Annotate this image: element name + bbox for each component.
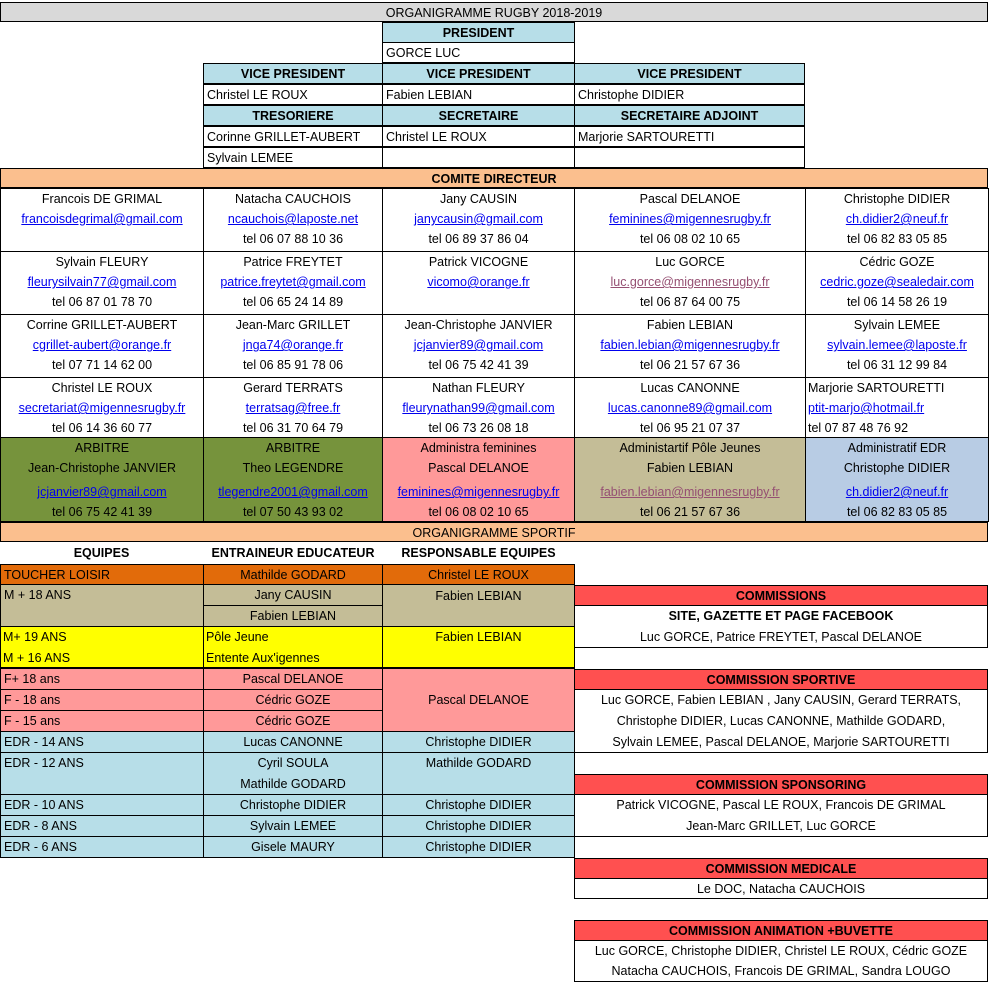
member-name: Fabien LEBIAN (646, 318, 734, 332)
sponsoring-line-1: Patrick VICOGNE, Pascal LE ROUX, Francois DE GRIMAL (616, 798, 946, 812)
animation-header: COMMISSION ANIMATION +BUVETTE (574, 920, 988, 941)
team-f15: F - 15 ans (0, 710, 204, 732)
role-title: ARBITRE (74, 441, 130, 455)
member-name: Marjorie SARTOURETTI (808, 381, 945, 395)
member-phone: tel 06 21 57 67 36 (639, 358, 741, 372)
member-name: Pascal DELANOE (639, 192, 741, 206)
member-phone: tel 06 75 42 41 39 (428, 358, 529, 372)
comite-member-card (574, 251, 806, 315)
member-email-link[interactable]: fleurynathan99@gmail.com (402, 401, 555, 415)
member-name: Jean-Christophe JANVIER (404, 318, 553, 332)
member-name: Patrice FREYTET (243, 255, 343, 269)
member-email-link[interactable]: fabien.lebian@migennesrugby.fr (600, 338, 780, 352)
role-card (805, 437, 989, 522)
empty-cell (574, 147, 805, 168)
coach-f-2: Cédric GOZE (203, 689, 383, 711)
member-phone: tel 06 31 70 64 79 (242, 421, 344, 435)
team-edr8: EDR - 8 ANS (0, 815, 204, 837)
medicale-header: COMMISSION MEDICALE (574, 858, 988, 879)
member-email-link[interactable]: terratsag@free.fr (245, 401, 341, 415)
member-email-link[interactable]: cedric.goze@sealedair.com (820, 275, 974, 289)
coach-m18-1: Jany CAUSIN (203, 584, 383, 606)
member-name: Christophe DIDIER (843, 192, 951, 206)
member-name: Francois DE GRIMAL (41, 192, 163, 206)
member-email-link[interactable]: secretariat@migennesrugby.fr (18, 401, 186, 415)
page-title: ORGANIGRAMME RUGBY 2018-2019 (0, 2, 988, 22)
role-card (574, 437, 806, 522)
commissions-header: COMMISSIONS (574, 585, 988, 606)
comite-member-card (574, 188, 806, 252)
role-phone: tel 06 75 42 41 39 (51, 505, 153, 519)
team-m16: M + 16 ANS (3, 651, 71, 665)
role-name: Fabien LEBIAN (646, 461, 734, 475)
role-card (203, 437, 383, 522)
resp-toucher: Christel LE ROUX (382, 564, 575, 585)
role-name: Jean-Christophe JANVIER (28, 461, 176, 475)
member-name: Cédric GOZE (859, 255, 935, 269)
member-phone: tel 06 89 37 86 04 (428, 232, 529, 246)
site-title: SITE, GAZETTE ET PAGE FACEBOOK (668, 609, 894, 623)
comite-member-card (382, 188, 575, 252)
comite-member-card (805, 188, 989, 252)
resp-edr10: Christophe DIDIER (382, 794, 575, 816)
secretary-name: Christel LE ROUX (382, 126, 575, 147)
member-email-link[interactable]: ch.didier2@neuf.fr (845, 212, 949, 226)
member-email-link[interactable]: jcjanvier89@gmail.com (413, 338, 544, 352)
resp-edr8: Christophe DIDIER (382, 815, 575, 837)
team-edr10: EDR - 10 ANS (0, 794, 204, 816)
col-responsable: RESPONSABLE EQUIPES (401, 546, 556, 560)
role-title: Administratif EDR (847, 441, 947, 455)
role-name: Theo LEGENDRE (242, 461, 344, 475)
member-email-link[interactable]: feminines@migennesrugby.fr (609, 212, 771, 226)
team-edr14: EDR - 14 ANS (0, 731, 204, 753)
member-phone: tel 06 87 01 78 70 (51, 295, 153, 309)
role-phone: tel 06 08 02 10 65 (428, 505, 529, 519)
comite-member-card (203, 314, 383, 378)
role-email-link[interactable]: feminines@migennesrugby.fr (397, 485, 560, 499)
member-phone: tel 06 85 91 78 06 (242, 358, 344, 372)
animation-line-1: Luc GORCE, Christophe DIDIER, Christel LE ROUX, Cédric GOZE (594, 944, 968, 958)
member-email-link[interactable]: ptit-marjo@hotmail.fr (808, 401, 925, 415)
role-card (382, 437, 575, 522)
coach-edr12-1: Cyril SOULA (257, 756, 329, 770)
treasurer-name-1: Corinne GRILLET-AUBERT (203, 126, 383, 147)
coach-m18-2: Fabien LEBIAN (203, 605, 383, 627)
comite-member-card (805, 314, 989, 378)
member-phone: tel 06 73 26 08 18 (428, 421, 529, 435)
resp-f: Pascal DELANOE (382, 668, 575, 732)
coach-m19-2: Entente Aux'igennes (206, 651, 320, 665)
member-name: Luc GORCE (655, 255, 725, 269)
comite-member-card (203, 188, 383, 252)
member-email-link[interactable]: luc.gorce@migennesrugby.fr (610, 275, 770, 289)
role-email-link[interactable]: tlegendre2001@gmail.com (218, 485, 368, 499)
member-email-link[interactable]: vicomo@orange.fr (427, 275, 530, 289)
role-title: Administra feminines (420, 441, 537, 455)
member-phone: tel 06 14 58 26 19 (846, 295, 948, 309)
secretary-adjoint-name: Marjorie SARTOURETTI (574, 126, 805, 147)
resp-edr14: Christophe DIDIER (382, 731, 575, 753)
team-edr6: EDR - 6 ANS (0, 836, 204, 858)
member-email-link[interactable]: fleurysilvain77@gmail.com (27, 275, 177, 289)
sportif-header: ORGANIGRAMME SPORTIF (0, 522, 988, 542)
role-title: Administartif Pôle Jeunes (619, 441, 761, 455)
resp-edr6: Christophe DIDIER (382, 836, 575, 858)
comite-header: COMITE DIRECTEUR (0, 168, 988, 188)
role-phone: tel 06 82 83 05 85 (846, 505, 948, 519)
member-name: Corrine GRILLET-AUBERT (26, 318, 178, 332)
role-email-link[interactable]: ch.didier2@neuf.fr (845, 485, 949, 499)
role-email-link[interactable]: fabien.lebian@migennesrugby.fr (600, 485, 780, 499)
member-phone: tel 07 87 48 76 92 (808, 421, 909, 435)
comite-member-card (0, 251, 204, 315)
member-phone: tel 06 07 88 10 36 (242, 232, 344, 246)
member-name: Jean-Marc GRILLET (235, 318, 351, 332)
comite-member-card (574, 314, 806, 378)
team-edr12: EDR - 12 ANS (0, 752, 204, 795)
member-name: Patrick VICOGNE (428, 255, 529, 269)
resp-edr12: Mathilde GODARD (382, 752, 575, 795)
member-phone: tel 06 82 83 05 85 (846, 232, 948, 246)
member-phone: tel 06 87 64 00 75 (639, 295, 741, 309)
vp-header-2: VICE PRESIDENT (382, 63, 575, 84)
vp-name-1: Christel LE ROUX (203, 84, 383, 105)
coach-edr8: Sylvain LEMEE (203, 815, 383, 837)
sportive-line-1: Luc GORCE, Fabien LEBIAN , Jany CAUSIN, Gerard TERRATS, (600, 693, 962, 707)
member-phone (383, 292, 574, 312)
coach-edr12-2: Mathilde GODARD (240, 777, 346, 791)
comite-member-card (574, 377, 806, 441)
president-name: GORCE LUC (382, 42, 575, 63)
member-email-link[interactable]: lucas.canonne89@gmail.com (607, 401, 773, 415)
comite-member-card (382, 251, 575, 315)
member-name: Sylvain FLEURY (55, 255, 149, 269)
member-phone: tel 06 08 02 10 65 (639, 232, 741, 246)
comite-member-card (805, 377, 989, 441)
member-email-link[interactable]: sylvain.lemee@laposte.fr (827, 338, 967, 352)
member-phone: tel 06 14 36 60 77 (51, 421, 153, 435)
team-f18: F - 18 ans (0, 689, 204, 711)
coach-edr14: Lucas CANONNE (203, 731, 383, 753)
treasurer-name-2: Sylvain LEMEE (203, 147, 383, 168)
role-card (0, 437, 204, 522)
comite-member-card (0, 188, 204, 252)
secretary-header: SECRETAIRE (382, 105, 575, 126)
comite-member-card (382, 314, 575, 378)
team-m18: M + 18 ANS (0, 584, 204, 627)
comite-member-card (805, 251, 989, 315)
member-email-link[interactable]: patrice.freytet@gmail.com (220, 275, 366, 289)
vp-name-3: Christophe DIDIER (574, 84, 805, 105)
member-name: Christel LE ROUX (51, 381, 153, 395)
sponsoring-header: COMMISSION SPONSORING (574, 774, 988, 795)
resp-m18: Fabien LEBIAN (382, 584, 575, 627)
vp-header-1: VICE PRESIDENT (203, 63, 383, 84)
comite-member-card (0, 377, 204, 441)
comite-member-card (203, 251, 383, 315)
member-phone: tel 06 95 21 07 37 (639, 421, 741, 435)
empty-cell (382, 147, 575, 168)
vp-header-3: VICE PRESIDENT (574, 63, 805, 84)
member-email-link[interactable]: jnga74@orange.fr (242, 338, 344, 352)
role-name: Pascal DELANOE (428, 461, 529, 475)
team-toucher: TOUCHER LOISIR (0, 564, 204, 585)
member-name: Natacha CAUCHOIS (234, 192, 351, 206)
role-title: ARBITRE (265, 441, 321, 455)
member-name: Jany CAUSIN (439, 192, 518, 206)
member-name: Gerard TERRATS (243, 381, 343, 395)
role-email-link[interactable]: jcjanvier89@gmail.com (37, 485, 167, 499)
member-name: Lucas CANONNE (640, 381, 740, 395)
vp-name-2: Fabien LEBIAN (382, 84, 575, 105)
coach-edr6: Gisele MAURY (203, 836, 383, 858)
coach-f-1: Pascal DELANOE (203, 668, 383, 690)
team-m19: M+ 19 ANS (3, 630, 67, 644)
site-members: Luc GORCE, Patrice FREYTET, Pascal DELANOE (639, 630, 923, 644)
role-phone: tel 07 50 43 93 02 (242, 505, 344, 519)
role-phone: tel 06 21 57 67 36 (639, 505, 741, 519)
sponsoring-line-2: Jean-Marc GRILLET, Luc GORCE (686, 819, 876, 833)
secretary-adjoint-header: SECRETAIRE ADJOINT (574, 105, 805, 126)
coach-f-3: Cédric GOZE (203, 710, 383, 732)
role-name: Christophe DIDIER (843, 461, 951, 475)
member-email-link[interactable]: janycausin@gmail.com (414, 212, 543, 226)
resp-m19: Fabien LEBIAN (382, 626, 575, 668)
member-phone: tel 07 71 14 62 00 (51, 358, 153, 372)
team-f18plus: F+ 18 ans (0, 668, 204, 690)
coach-toucher: Mathilde GODARD (203, 564, 383, 585)
member-phone: tel 06 65 24 14 89 (242, 295, 344, 309)
coach-m19-1: Pôle Jeune (206, 630, 269, 644)
animation-line-2: Natacha CAUCHOIS, Francois DE GRIMAL, Sandra LOUGO (611, 964, 951, 978)
sportive-line-3: Sylvain LEMEE, Pascal DELANOE, Marjorie SARTOURETTI (612, 735, 950, 749)
treasurer-header: TRESORIERE (203, 105, 383, 126)
comite-member-card (382, 377, 575, 441)
member-email-link[interactable]: cgrillet-aubert@orange.fr (32, 338, 172, 352)
coach-edr10: Christophe DIDIER (203, 794, 383, 816)
member-name: Nathan FLEURY (432, 381, 525, 395)
col-equipes: EQUIPES (73, 546, 130, 560)
member-phone (1, 229, 203, 249)
comite-member-card (203, 377, 383, 441)
member-name: Sylvain LEMEE (853, 318, 941, 332)
president-header: PRESIDENT (382, 22, 575, 43)
comite-member-card (0, 314, 204, 378)
medicale-members: Le DOC, Natacha CAUCHOIS (574, 878, 988, 899)
member-email-link[interactable]: francoisdegrimal@gmail.com (21, 212, 183, 226)
member-phone: tel 06 31 12 99 84 (846, 358, 948, 372)
member-email-link[interactable]: ncauchois@laposte.net (227, 212, 359, 226)
sportive-header: COMMISSION SPORTIVE (574, 669, 988, 690)
col-entraineur: ENTRAINEUR EDUCATEUR (211, 546, 375, 560)
sportive-line-2: Christophe DIDIER, Lucas CANONNE, Mathilde GODARD, (616, 714, 946, 728)
